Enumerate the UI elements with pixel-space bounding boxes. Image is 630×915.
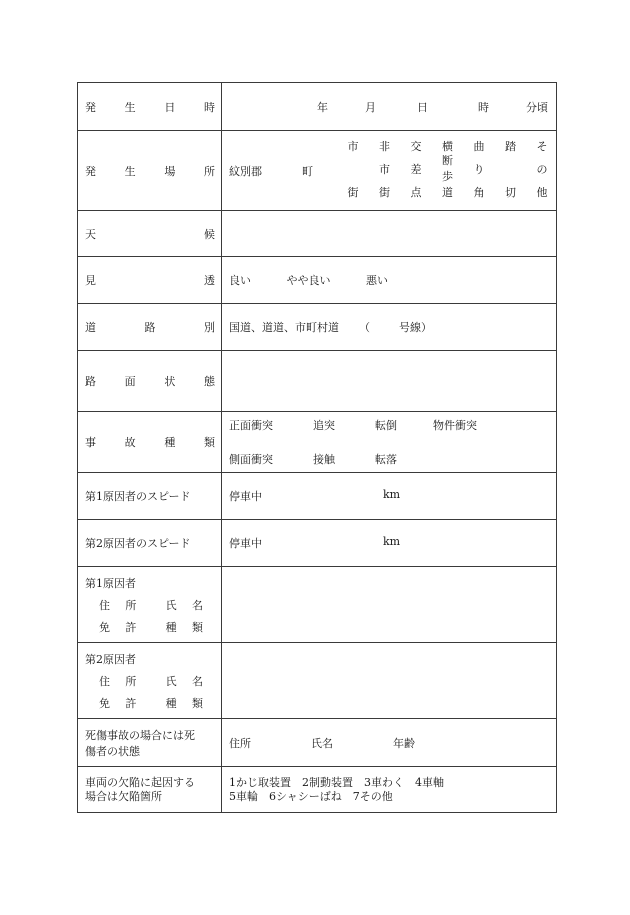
label-char: 場 [164, 164, 176, 178]
party-1-line-address-name: 住 所 氏 名 [99, 598, 203, 612]
label-char: 状 [164, 375, 176, 388]
label-char: 路 [85, 375, 96, 388]
label-speed-1: 第1原因者のスピード [78, 473, 222, 520]
value-accident-type [222, 412, 557, 473]
place-option-curve[interactable]: 曲 り 角 [473, 139, 485, 199]
row-accident-type [78, 412, 557, 473]
accident-option-fall[interactable]: 転落 [375, 453, 397, 466]
row-road-type [78, 304, 557, 351]
party-2-line-license: 免 許 種 類 [99, 696, 203, 710]
value-surface[interactable] [222, 351, 557, 412]
label-char: 類 [203, 436, 215, 449]
unit-month: 月 [365, 100, 376, 114]
unit-minute: 分頃 [526, 100, 548, 114]
label-speed-2: 第2原因者のスピード [78, 520, 222, 567]
accident-option-head-on[interactable]: 正面衝突 [229, 419, 273, 432]
value-road-type[interactable] [222, 304, 557, 351]
row-datetime [78, 83, 557, 131]
unit-year: 年 [317, 100, 328, 114]
accident-report-form [77, 82, 557, 813]
row-casualty [78, 719, 557, 767]
row-speed-1 [78, 473, 557, 520]
label-char: 道 [85, 321, 96, 334]
row-speed-2 [78, 520, 557, 567]
label-char: 天 [85, 227, 96, 241]
value-party-2[interactable] [222, 643, 557, 719]
accident-option-side[interactable]: 側面衝突 [229, 453, 273, 466]
unit-hour: 時 [478, 100, 489, 114]
label-char: 事 [85, 436, 96, 449]
accident-option-rear-end[interactable]: 追突 [313, 419, 335, 432]
visibility-option-good[interactable]: 良い [229, 274, 251, 287]
label-char: 態 [203, 375, 215, 388]
speed-1-unit: km [383, 488, 401, 501]
town-suffix: 町 [302, 164, 313, 178]
value-visibility [222, 257, 557, 304]
value-vehicle-defect[interactable] [222, 767, 557, 813]
visibility-option-poor[interactable]: 悪い [366, 274, 388, 287]
label-party-2 [78, 643, 222, 719]
casualty-address: 住所 [229, 736, 251, 750]
accident-option-object[interactable]: 物件衝突 [433, 419, 477, 432]
value-datetime[interactable] [222, 83, 557, 131]
place-option-other[interactable]: そ の 他 [536, 139, 548, 199]
row-place [78, 131, 557, 211]
label-accident-type [78, 412, 222, 473]
party-2-line-address-name: 住 所 氏 名 [99, 674, 203, 688]
party-1-line-license: 免 許 種 類 [99, 620, 203, 634]
label-char: 所 [203, 164, 215, 178]
place-type-options [346, 141, 549, 201]
row-party-1 [78, 567, 557, 643]
label-casualty: 死傷事故の場合には死 傷者の状態 [78, 719, 222, 767]
place-option-city-street[interactable]: 市 街 [347, 139, 359, 199]
place-option-crosswalk[interactable]: 横 断 歩 道 [442, 139, 453, 199]
label-datetime [78, 83, 222, 131]
label-weather [78, 211, 222, 257]
label-char: 面 [124, 375, 136, 388]
label-visibility [78, 257, 222, 304]
value-place[interactable] [222, 131, 557, 211]
label-char: 透 [204, 274, 215, 287]
label-char: 生 [124, 100, 136, 114]
value-casualty[interactable] [222, 719, 557, 767]
party-1-title: 第1原因者 [85, 576, 136, 590]
casualty-name: 氏名 [311, 736, 333, 750]
label-char: 候 [204, 227, 215, 241]
place-option-intersection[interactable]: 交 差 点 [410, 139, 422, 199]
value-party-1[interactable] [222, 567, 557, 643]
road-number-suffix: 号線） [399, 321, 432, 334]
road-type-options: 国道、道道、市町村道 [229, 321, 339, 334]
value-weather[interactable] [222, 211, 557, 257]
label-char: 別 [204, 321, 215, 334]
place-option-railroad-crossing[interactable]: 踏 切 [505, 139, 516, 199]
speed-2-unit: km [383, 535, 401, 548]
label-char: 時 [203, 100, 215, 114]
defect-options-line-2: 5車輪 6シャシーばね 7その他 [229, 789, 393, 803]
accident-option-contact[interactable]: 接触 [313, 453, 335, 466]
row-surface [78, 351, 557, 412]
county-name: 紋別郡 [229, 164, 262, 178]
label-char: 路 [144, 321, 156, 334]
value-speed-2[interactable] [222, 520, 557, 567]
label-char: 種 [164, 436, 176, 449]
row-party-2 [78, 643, 557, 719]
label-char: 故 [124, 436, 136, 449]
visibility-option-fair[interactable]: やや良い [286, 274, 331, 287]
label-char: 日 [164, 100, 176, 114]
speed-2-stopped: 停車中 [229, 537, 262, 550]
accident-option-overturn[interactable]: 転倒 [375, 419, 397, 432]
label-place [78, 131, 222, 211]
label-road-type [78, 304, 222, 351]
row-vehicle-defect [78, 767, 557, 813]
speed-1-stopped: 停車中 [229, 490, 262, 503]
row-visibility [78, 257, 557, 304]
road-number-open: （ [359, 321, 370, 334]
row-weather [78, 211, 557, 257]
party-2-title: 第2原因者 [85, 652, 136, 666]
label-char: 生 [124, 164, 136, 178]
place-option-non-city-street[interactable]: 非 市 街 [379, 139, 390, 199]
label-party-1 [78, 567, 222, 643]
label-char: 発 [85, 164, 96, 178]
defect-options-line-1: 1かじ取装置 2制動装置 3車わく 4車軸 [229, 775, 444, 789]
casualty-age: 年齢 [393, 736, 415, 750]
label-surface [78, 351, 222, 412]
label-vehicle-defect: 車両の欠陥に起因する 場合は欠陥箇所 [78, 767, 222, 813]
label-char: 見 [85, 274, 96, 287]
unit-day: 日 [417, 100, 428, 114]
value-speed-1[interactable] [222, 473, 557, 520]
label-char: 発 [85, 100, 96, 114]
